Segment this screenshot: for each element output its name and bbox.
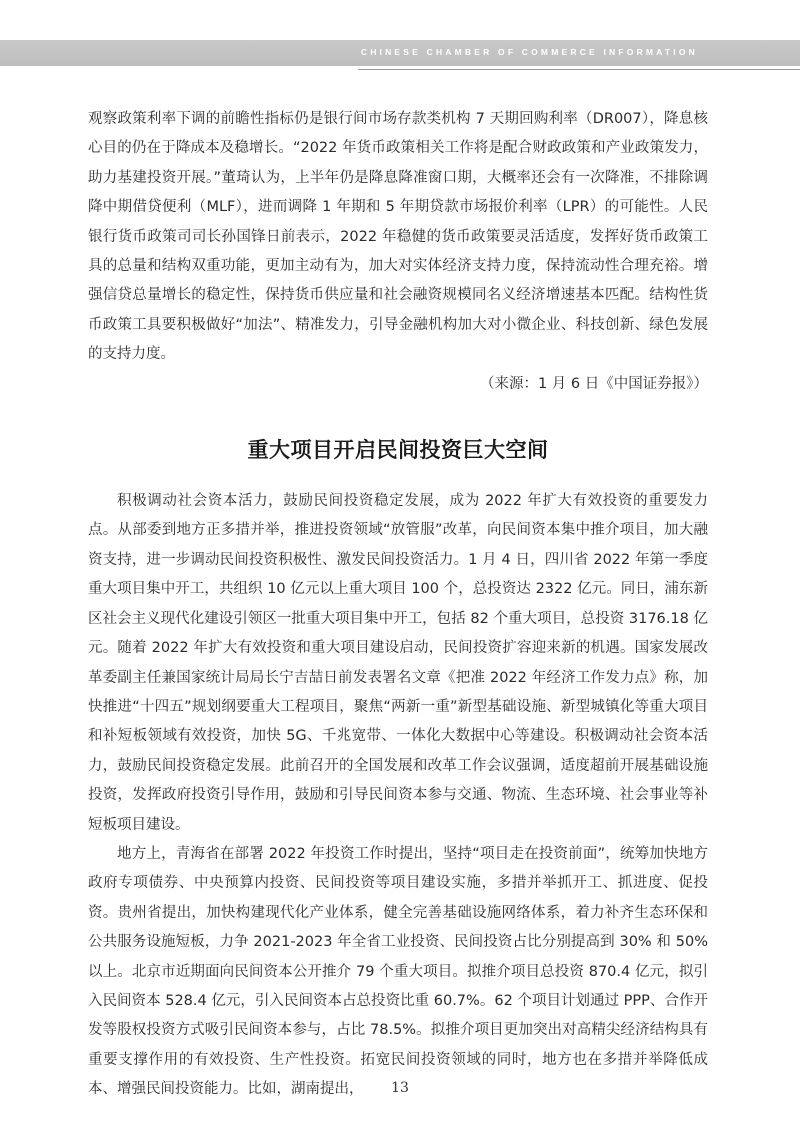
article2-paragraph-1: 积极调动社会资本活力，鼓励民间投资稳定发展，成为 2022 年扩大有效投资的重要发力点。从部委到地方正多措并举，推进投资领域“放管服”改革，向民间资本集中推介项目，加大融资支持，进一步调动民间投资积极性、激发民间投资活力。1 月 4 日，四川省 2022 年第一季度重大项目集中开工，共组织 10 亿元以上重大项目 100 个，总投资达 2322 亿元。同日，浦东新区社会主义现代化建设引领区一批重大项目集中开工，包括 82 个重大项目，总投资 3176.18 亿元。随着 2022 年扩大有效投资和重大项目建设启动，民间投资扩容迎来新的机遇。国家发展改革委副主任兼国家统计局局长宁吉喆日前发表署名文章《把准 2022 年经济工作发力点》称，加快推进“十四五”规划纲要重大工程项目，聚焦“两新一重”新型基础设施、新型城镇化等重大项目和补短板领域有效投资，加快 5G、千兆宽带、一体化大数据中心等建设。积极调动社会资本活力，鼓励民间投资稳定发展。此前召开的全国发展和改革工作会议强调，适度超前开展基础设施投资，发挥政府投资引导作用，鼓励和引导民间资本参与交通、物流、生态环境、社会事业等补短板项目建设。 [88,493,708,833]
article2-paragraph-2: 地方上，青海省在部署 2022 年投资工作时提出，坚持“项目走在投资前面”，统筹加快地方政府专项债券、中央预算内投资、民间投资等项目建设实施，多措并举抓开工、抓进度、促投资。贵州省提出，加快构建现代化产业体系，健全完善基础设施网络体系，着力补齐生态环保和公共服务设施短板，力争 2021-2023 年全省工业投资、民间投资占比分别提高到 30% 和 50% 以上。北京市近期面向民间资本公开推介 79 个重大项目。拟推介项目总投资 870.4 亿元，拟引入民间资本 528.4 亿元，引入民间资本占总投资比重 60.7%。62 个项目计划通过 PPP、合作开发等股权投资方式吸引民间资本参与，占比 78.5%。拟推介项目更加突出对高精尖经济结构具有重要支撑作用的有效投资、生产性投资。拓宽民间投资领域的同时，地方也在多措并举降低成本、增强民间投资能力。比如，湖南提出， [88,845,708,1098]
header-divider [358,69,800,70]
article-content [88,105,708,1105]
article1-paragraph: 观察政策利率下调的前瞻性指标仍是银行间市场存款类机构 7 天期回购利率（DR007），降息核心目的仍在于降成本及稳增长。“2022 年货币政策相关工作将是配合财政政策和产业政策发力，助力基建投资开展。”董琦认为，上半年仍是降息降准窗口期，大概率还会有一次降准，不排除调降中期借贷便利（MLF），进而调降 1 年期和 5 年期贷款市场报价利率（LPR）的可能性。人民银行货币政策司司长孙国锋日前表示，2022 年稳健的货币政策要灵活适度，发挥好货币政策工具的总量和结构双重功能，更加主动有为，加大对实体经济支持力度，保持流动性合理充裕。增强信贷总量增长的稳定性，保持货币供应量和社会融资规模同名义经济增速基本匹配。结构性货币政策工具要积极做好“加法”、精准发力，引导金融机构加大对小微企业、科技创新、绿色发展的支持力度。 [88,111,708,363]
page-number: 13 [391,1080,409,1096]
publication-name: CHINESE CHAMBER OF COMMERCE INFORMATION [360,47,698,57]
article2-title: 重大项目开启民间投资巨大空间 [247,438,549,463]
article1-source: （来源：1 月 6 日《中国证券报》） [479,375,708,392]
